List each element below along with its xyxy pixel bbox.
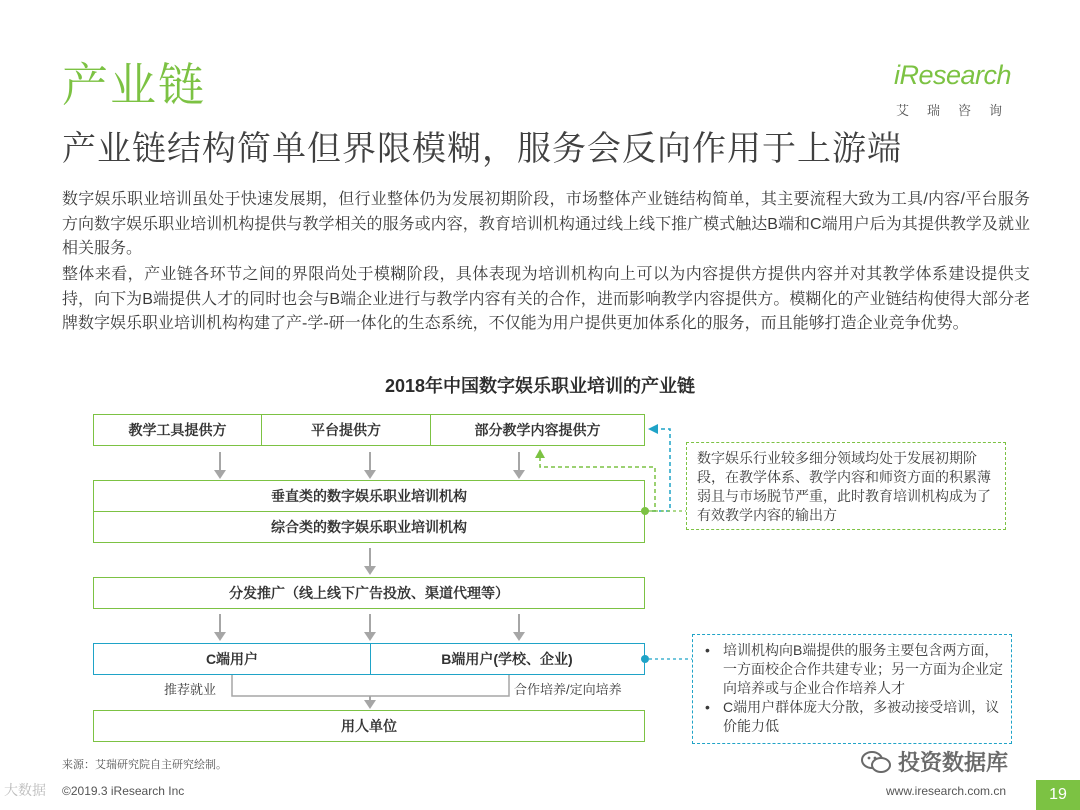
diagram-title: 2018年中国数字娱乐职业培训的产业链 [384,376,696,396]
bullet-icon: • [705,642,710,658]
section-title: 产业链 [62,59,206,111]
arrow-down-icon [513,452,525,480]
provider-teaching-tools: 教学工具提供方 [128,422,227,438]
logo-wordmark: iResearch [894,60,1012,90]
wechat-icon [860,750,892,774]
watermark-text: 投资数据库 [898,750,1009,775]
provider-platform: 平台提供方 [311,422,381,438]
arrow-down-icon [364,452,376,480]
note-bottom-item [705,641,1003,698]
bullet-icon: • [705,699,710,715]
arrow-down-icon [214,452,226,480]
note-bottom-item-text: 培训机构向B端提供的服务主要包含两方面，一方面校企合作共建专业；另一方面为企业定向培养或与企业合作培养人才 [723,642,1003,696]
copyright: ©2019.3 iResearch Inc [62,784,185,798]
providers-row [93,414,645,446]
users-row [93,643,645,675]
note-top [686,442,1006,530]
arrow-down-icon [364,548,376,576]
b-end-users: B端用户(学校、企业) [441,651,573,667]
divider [430,415,431,445]
intro-paragraph: 数字娱乐职业培训虽处于快速发展期，但行业整体仍为发展初期阶段，市场整体产业链结构简单，其主要流程大致为工具/内容/平台服务方向数字娱乐职业培训机构提供与教学相关的服务或内容，教育培训机构通过线上线下推广模式触达B端和C端用户后为其提供教学及就业相关服务。 [62,191,1030,257]
employer-box: 用人单位 [93,710,645,742]
note-top-text: 数字娱乐行业较多细分领域均处于发展初期阶段，在教学体系、教学内容和师资方面的积累薄弱且与市场脱节严重，此时教育培训机构成为了有效教学内容的输出方 [697,450,991,523]
note-bottom [692,634,1012,744]
institution-vertical-box: 垂直类的数字娱乐职业培训机构 [93,480,645,512]
connector-dot [641,507,649,515]
iresearch-logo [892,62,1022,124]
corner-watermark: 大数据 [4,782,46,798]
website-url[interactable]: www.iresearch.com.cn [886,784,1007,798]
provider-teaching-content: 部分教学内容提供方 [474,422,601,438]
label-cooperative-training: 合作培养/定向培养 [514,682,622,697]
note-bottom-item [705,698,1003,736]
arrow-down-icon [214,614,226,642]
label-recommend-employment: 推荐就业 [164,682,217,697]
analysis-paragraph: 整体来看，产业链各环节之间的界限尚处于模糊阶段，具体表现为培训机构向上可以为内容提供方提供内容并对其教学体系建设提供支持，向下为B端提供人才的同时也会与B端企业进行与教学内容有关的合作，进而影响教学内容提供方。模糊化的产业链结构使得大部分老牌数字娱乐职业培训机构构建了产-学-研一体化的生态系统，不仅能为用户提供更加体系化的服务，而且能够打造企业竞争优势。 [62,266,1030,332]
arrow-down-icon [513,614,525,642]
logo-chinese-name: 艾瑞咨询 [896,103,1021,118]
distribution-box: 分发推广（线上线下广告投放、渠道代理等） [93,577,645,609]
wechat-watermark [860,746,1008,777]
page-subtitle: 产业链结构简单但界限模糊，服务会反向作用于上游端 [62,130,902,168]
page-number: 19 [1036,780,1080,810]
connector-dot [641,655,649,663]
divider [370,644,371,674]
institution-general-box: 综合类的数字娱乐职业培训机构 [93,511,645,543]
divider [261,415,262,445]
source-note: 来源：艾瑞研究院自主研究绘制。 [62,759,227,771]
c-end-users: C端用户 [205,651,259,667]
arrow-down-icon [364,614,376,642]
note-bottom-item-text: C端用户群体庞大分散，多被动接受培训，议价能力低 [723,699,1000,734]
